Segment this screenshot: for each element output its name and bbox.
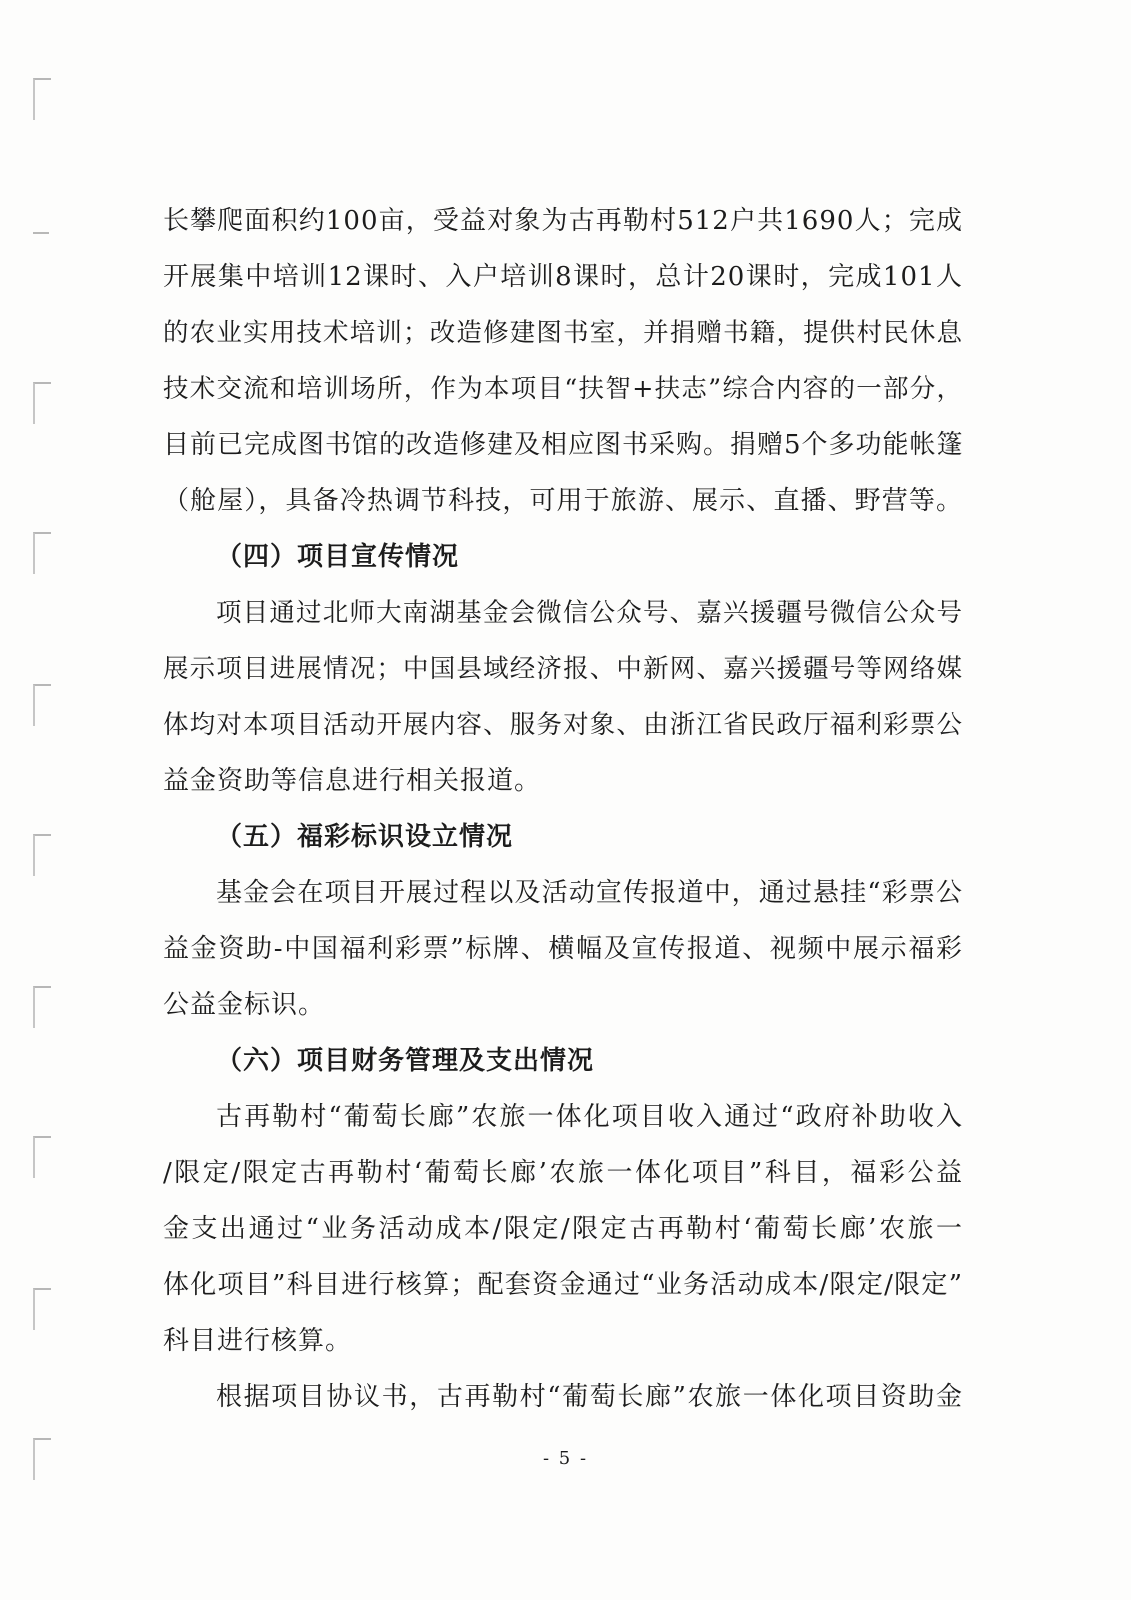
paragraph-line: （舱屋），具备冷热调节科技，可用于旅游、展示、直播、野营等。 bbox=[163, 486, 963, 516]
binding-mark bbox=[33, 986, 51, 1028]
paragraph-line: 技术交流和培训场所，作为本项目“扶智+扶志”综合内容的一部分， bbox=[163, 374, 963, 404]
binding-mark bbox=[33, 78, 51, 120]
paragraph-line: 益金资助-中国福利彩票”标牌、横幅及宣传报道、视频中展示福彩 bbox=[163, 934, 963, 964]
paragraph-line: 基金会在项目开展过程以及活动宣传报道中，通过悬挂“彩票公 bbox=[216, 878, 963, 908]
paragraph-line: 的农业实用技术培训；改造修建图书室，并捐赠书籍，提供村民休息 bbox=[163, 318, 963, 348]
binding-mark bbox=[33, 684, 51, 726]
binding-mark bbox=[33, 1136, 51, 1178]
paragraph-line: 金支出通过“业务活动成本/限定/限定古再勒村‘葡萄长廊’农旅一 bbox=[163, 1214, 963, 1244]
page-number: - 5 - bbox=[542, 1448, 589, 1469]
section-heading-5: （五）福彩标识设立情况 bbox=[216, 822, 514, 852]
binding-mark bbox=[33, 1288, 51, 1330]
paragraph-line: 公益金标识。 bbox=[163, 990, 326, 1020]
paragraph-line: 目前已完成图书馆的改造修建及相应图书采购。捐赠5个多功能帐篷 bbox=[163, 430, 964, 460]
paragraph-line: 开展集中培训12课时、入户培训8课时，总计20课时，完成101人 bbox=[163, 262, 963, 292]
paragraph-line: 体化项目”科目进行核算；配套资金通过“业务活动成本/限定/限定” bbox=[163, 1270, 963, 1300]
binding-mark bbox=[33, 232, 49, 240]
binding-mark bbox=[33, 834, 51, 876]
binding-mark bbox=[33, 532, 51, 574]
paragraph-line: 展示项目进展情况；中国县域经济报、中新网、嘉兴援疆号等网络媒 bbox=[163, 654, 963, 684]
paragraph-line: 根据项目协议书，古再勒村“葡萄长廊”农旅一体化项目资助金 bbox=[216, 1382, 963, 1412]
section-heading-4: （四）项目宣传情况 bbox=[216, 542, 460, 572]
paragraph-line: 项目通过北师大南湖基金会微信公众号、嘉兴援疆号微信公众号 bbox=[216, 598, 963, 628]
paragraph-line: 长攀爬面积约100亩，受益对象为古再勒村512户共1690人；完成 bbox=[163, 206, 963, 236]
paragraph-line: 古再勒村“葡萄长廊”农旅一体化项目收入通过“政府补助收入 bbox=[216, 1102, 963, 1132]
paragraph-line: 体均对本项目活动开展内容、服务对象、由浙江省民政厅福利彩票公 bbox=[163, 710, 963, 740]
section-heading-6: （六）项目财务管理及支出情况 bbox=[216, 1046, 595, 1076]
paragraph-line: /限定/限定古再勒村‘葡萄长廊’农旅一体化项目”科目，福彩公益 bbox=[163, 1158, 963, 1188]
paragraph-line: 科目进行核算。 bbox=[163, 1326, 353, 1356]
paragraph-line: 益金资助等信息进行相关报道。 bbox=[163, 766, 542, 796]
binding-mark bbox=[33, 382, 51, 424]
